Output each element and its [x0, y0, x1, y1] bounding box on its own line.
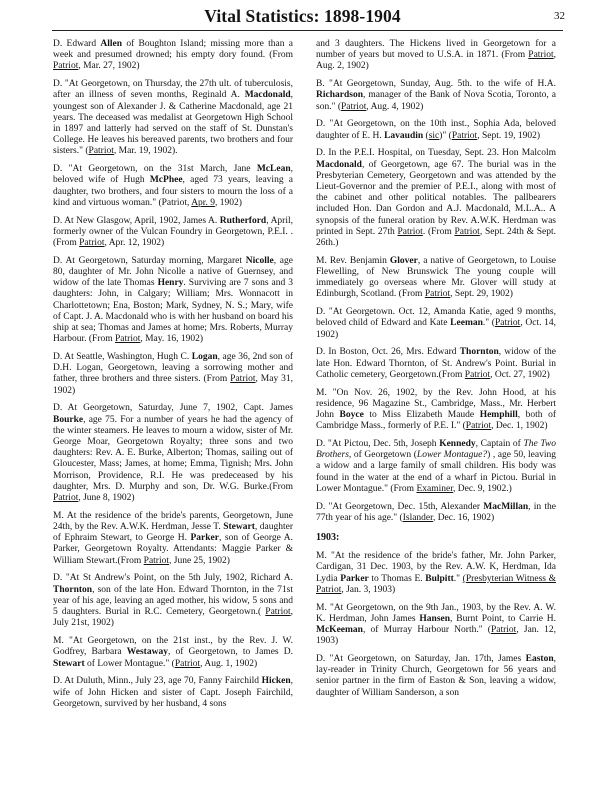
surname: Henry	[157, 278, 184, 289]
entry-text: , May. 16, 1902)	[140, 334, 204, 345]
surname: Glover	[389, 255, 418, 266]
entry-text: , Sept. 24th & Sept. 26th.)	[316, 226, 556, 249]
record-entry	[316, 119, 556, 141]
record-entry	[316, 39, 556, 73]
record-entry	[53, 352, 293, 397]
surname: Hemphill	[479, 410, 518, 421]
record-entry	[316, 307, 556, 341]
entry-text: . Surviving are 7 sons and 3 daughters: John, in Calgary; William; Mrs. Wonnacott in Charlottetown; Ena, Boston; Mark, Sydney, N. S.; Mary, wife of Capt. J. A. Macdonald who is with her husband on board his ship at sea; Thomas and James at home; Mrs. Roberts, Murray Harbour. (From	[53, 278, 293, 345]
surname: McPhee	[149, 175, 183, 186]
source-name: Patriot	[53, 61, 79, 72]
surname: Bourke	[53, 414, 84, 425]
entry-text: , Captain of	[475, 439, 524, 450]
entry-text: , a native of Georgetown, to Louise Flewelling, of New Brunswick The young couple will immediately go overseas where Mr. Glover will study at Edinburgh, Scotland. (From	[316, 255, 556, 300]
entry-text: , age 75. For a number of years he had the agency of the winter steamers. He leaves to mourn a widow, sister of Mr. George Moar, Georgetown Royalty; three sons and two daughters: Rev. A. E. Burke, Alberton; Thomas, sailing out of Gloucester, Mass; James, at home; Emma, Tignish; Mrs. John Morrison, Providence, R.I. He was predeceased by his daughter, Mrs. D. Murphy and son, Dr. W.G. Burke.(From	[53, 414, 293, 492]
entry-text: )" (	[439, 130, 452, 141]
entry-text: D. At New Glasgow, April, 1902, James A.	[53, 215, 220, 226]
entry-text: D. At Georgetown, Saturday, June 7, 1902, Capt. James	[53, 403, 293, 414]
record-entry	[53, 79, 293, 157]
entry-text: M. "At Georgetown, on the 9th Jan., 1903, by the Rev. A. W. K. Herdman, John James	[316, 602, 556, 624]
entry-text: D. "At St Andrew's Point, on the 5th July, 1902, Richard A.	[53, 573, 293, 584]
entry-text: , of Georgetown (	[348, 450, 417, 461]
header-rule	[52, 30, 563, 31]
record-entry	[316, 79, 556, 113]
record-entry	[316, 603, 556, 648]
entry-text: D. At Georgetown, Saturday morning, Margaret	[53, 255, 246, 266]
surname: Hicken	[261, 676, 291, 687]
entry-text: D. "At Georgetown, Dec. 15th, Alexander	[316, 501, 484, 512]
source-name: Patriot	[53, 493, 79, 504]
entry-text: of Boughton Island; missing more than a week and presumed drowned; his empty dory found. (From	[53, 39, 293, 61]
surname: Logan	[191, 352, 218, 363]
entry-text: , wife of John Hicken and sister of Capt. Joseph Fairchild, Georgetown, survived by her husband, 4 sons	[53, 676, 293, 709]
entry-text: , in the 77th year of his age." (	[316, 501, 556, 523]
entry-text: , of Georgetown, to James D.	[167, 647, 293, 658]
source-name: Patriot	[528, 50, 554, 61]
surname: Kennedy	[439, 439, 476, 450]
entry-text: D. At Duluth, Minn., July 23, age 70, Fanny Fairchild	[53, 676, 262, 687]
record-entry	[316, 256, 556, 301]
record-entry	[316, 502, 556, 524]
entry-text: , Jan. 3, 1903)	[341, 584, 396, 595]
surname: McLean	[256, 164, 291, 175]
record-entry	[53, 573, 293, 629]
record-entry	[53, 511, 293, 567]
surname: Macdonald	[316, 159, 362, 170]
source-name: Patriot	[397, 226, 423, 237]
source-name: Patriot	[230, 374, 256, 385]
source-name: Patriot	[174, 658, 201, 669]
surname: McKeeman	[316, 625, 363, 636]
source-name: Islander	[402, 512, 433, 523]
source-name: Patriot	[88, 146, 114, 157]
record-entry	[53, 164, 293, 209]
entry-text: M. "At Georgetown, on the 21st inst., by the Rev. J. W. Godfrey, Barbara	[53, 636, 293, 658]
source-name: Patriot	[341, 101, 367, 112]
entry-text: D. "At Georgetown, on the 10th inst., Sophia Ada, beloved daughter of E. H.	[316, 119, 556, 141]
entry-text: , Sept. 19, 1902)	[477, 130, 541, 141]
record-entry	[53, 216, 293, 250]
year-heading: 1903:	[316, 532, 340, 544]
surname: Boyce	[339, 410, 364, 421]
source-name: sic	[428, 130, 440, 141]
entry-text: D. At Seattle, Washington, Hugh C.	[53, 352, 192, 363]
record-entry	[316, 148, 556, 249]
left-column	[53, 39, 293, 800]
source-name: Patriot	[115, 334, 141, 345]
record-entry	[316, 439, 556, 495]
entry-text: , widow of the late Hon. Edward Thornton, of St. Andrew's Point. Burial in Catholic cemetery, Georgetown.(From	[316, 347, 556, 380]
entry-text: , Oct. 27, 1902)	[490, 369, 550, 380]
entry-text: , age 80, daughter of Mr. John Nicolle a native of Guernsey, and widow of the late Thomas	[53, 255, 293, 289]
entry-text: , manager of the Bank of Nova Scotia, Toronto, a son." (	[316, 90, 556, 112]
entry-text: , Mar. 27, 1902)	[78, 61, 140, 72]
record-entry	[316, 388, 556, 433]
entry-text: M. "At the residence of the bride's father, Mr. John Parker, Cardigan, 31 Dec. 1903, by the Rev. A.W. K, Herdman, Ida Lydia	[316, 551, 556, 584]
record-entry	[316, 551, 556, 596]
entry-text: , July 21st, 1902)	[53, 607, 293, 629]
entry-text: , age 36, 2nd son of D.H. Logan, Georgetown, leaving a sorrowing mother and father, three brothers and three sisters. (From	[53, 352, 293, 385]
surname: Thornton	[459, 347, 499, 358]
entry-text: of Lower Montague." (	[84, 658, 175, 669]
source-name: Patriot	[424, 289, 451, 300]
source-name: Patriot	[79, 238, 105, 249]
entry-text: to Miss Elizabeth Maude	[363, 410, 480, 421]
entry-text: D. "At Georgetown, on Saturday, Jan. 17th, James	[316, 654, 526, 665]
entry-text: , Oct. 14, 1902)	[316, 318, 556, 340]
entry-text: D. "At Georgetown. Oct. 12, Amanda Katie, aged 9 months, beloved child of Edward and Kate	[316, 307, 556, 329]
entry-text: , June 8, 1902)	[78, 493, 135, 504]
source-name: Patriot	[143, 555, 169, 566]
entry-text: , 1902)	[214, 197, 242, 208]
entry-text: M. At the residence of the bride's parents, Georgetown, June 24th, by the Rev. A.W.K. Herdman, Jesse T.	[53, 510, 293, 533]
entry-text: , Dec. 9, 1902.)	[453, 483, 512, 494]
record-entry	[53, 403, 293, 504]
entry-text: . (From	[422, 226, 455, 237]
surname: Rutherford	[219, 215, 267, 226]
source-name: Examiner	[416, 483, 454, 494]
surname: Westaway	[126, 647, 168, 658]
entry-text: , Apr. 12, 1902)	[104, 238, 165, 249]
entry-text: , April, formerly owner of the Vulcan Foundry in Georgetown, P.E.I. . (From	[53, 215, 293, 249]
entry-text: , beloved wife of Hugh	[53, 164, 293, 186]
entry-text: , Aug. 4, 1902)	[366, 101, 424, 112]
source-name: Patriot	[464, 369, 491, 380]
entry-text: (	[423, 130, 429, 141]
entry-text: , of Murray Harbour North." (	[362, 625, 491, 636]
entry-text: , lay-reader in Trinity Church, Georgetown for 56 years and senior partner in the firm of Easton & Son, leaving a widow, daughter of William Sanderson, a son	[316, 654, 556, 698]
entry-text: , son of George A. Parker, Georgetown Royalty. Attendants: Maggie Parker & William Stewart.(From	[53, 533, 293, 566]
entry-text: , Sept. 29, 1902)	[450, 289, 513, 300]
surname: Allen	[100, 39, 123, 49]
surname: Richardson	[316, 90, 363, 101]
entry-text: ) , age 50, leaving a widow and a large family of small children. His body was found in the water at the end of a wharf in Pictou. Burial in Lower Montague." (From	[316, 450, 556, 494]
entry-text: , June 25, 1902)	[169, 555, 230, 566]
entry-text: D. "At Pictou, Dec. 5th, Joseph	[316, 439, 440, 450]
source-name: Patriot	[494, 318, 521, 329]
entry-text: , daughter of Ephraim Stewart, to George H.	[53, 522, 293, 544]
entry-text: , son of the late Hon. Edward Thornton, in the 71st year of his age, leaving an aged mother, his widow, 5 sons and 5 daughters. Burial in R.C. Cemetery, Georgetown.(	[53, 584, 293, 618]
source-name: Patriot	[454, 226, 480, 237]
entry-text: D. Edward	[53, 39, 101, 49]
entry-text: D. In Boston, Oct. 26, Mrs. Edward	[316, 347, 460, 358]
right-column	[316, 39, 556, 800]
source-name: Patriot	[265, 607, 291, 618]
entry-text: , youngest son of Alexander J. & Catherine Macdonald, age 21 years. The deceased was medalist at Georgetown High School in 1897 and latterly had served on the staff of St. Dunstan's College. He leaves his bereaved parents, two brothers and four sisters." (	[53, 90, 293, 157]
entry-text: , Dec. 16, 1902)	[432, 512, 495, 523]
record-entry	[53, 39, 293, 73]
entry-text: B. "At Georgetown, Sunday, Aug. 5th. to the wife of H.A.	[316, 79, 556, 90]
entry-text: D. "At Georgetown, on the 31st March, Jane	[53, 164, 257, 175]
entry-text: and 3 daughters. The Hickens lived in Georgetown for a number of years but moved to U.S.A. in 1871. (From	[316, 39, 556, 61]
source-name: Patriot	[465, 421, 492, 432]
entry-text: M. "On Nov. 26, 1902, by the Rev. John Hood, at his residence, 96 Magazine St., Cambridge, Mass., Mr. Herbert John	[316, 387, 556, 421]
entry-text: , Aug. 2, 1902)	[316, 50, 556, 72]
source-name: Patriot	[451, 130, 478, 141]
page-title: Vital Statistics: 1898-1904	[204, 6, 401, 26]
entry-text: , May 31, 1902)	[53, 374, 293, 396]
page-number: 32	[554, 10, 565, 22]
surname: Parker	[340, 573, 369, 584]
entry-text: , both of Cambridge Mass., formerly of P.E. I." (	[316, 410, 556, 432]
record-entry	[53, 636, 293, 670]
source-name: Patriot	[490, 625, 517, 636]
entry-text: , Aug. 1, 1902)	[200, 658, 258, 669]
surname: Stewart	[53, 658, 85, 669]
record-entry	[316, 654, 556, 699]
entry-text: D. "At Georgetown, on Thursday, the 27th ult. of tuberculosis, after an illness of seven months, Reginald A.	[53, 79, 293, 101]
record-entry	[53, 256, 293, 346]
surname: Nicolle	[245, 255, 274, 266]
source-name: Apr. 9	[191, 197, 215, 208]
entry-text: , of Georgetown, age 67. The burial was in the Presbyterian Cemetery, Georgetown and was attended by the Lieut-Governor and the premier of P.E.I., along with most of the cabinet and other political notables. The pallbearers included Hon. Dan Gordon and A.J. Macdonald, M.L.A.. A synopsis of the funeral oration by Rev. A.W.K. Herdman was printed in Sept. 27th	[316, 159, 556, 237]
surname: Macdonald	[244, 90, 291, 101]
entry-text: to Thomas E.	[368, 573, 426, 584]
page-header	[40, 6, 565, 32]
italic-text: Lower Montague?	[416, 450, 488, 461]
record-entry	[53, 676, 293, 710]
surname: Easton	[525, 654, 554, 665]
surname: Thornton	[53, 584, 93, 595]
entry-text: , Mar. 19, 1902).	[113, 146, 178, 157]
italic-text: The Two Brothers	[316, 439, 556, 461]
entry-text: D. In the P.E.I. Hospital, on Tuesday, Sept. 23. Hon Malcolm	[316, 148, 556, 159]
entry-text: ."	[453, 573, 463, 584]
entry-text: , Jan. 12, 1903)	[316, 625, 556, 647]
entry-text: ." (	[482, 318, 495, 329]
surname: Lavaudin	[384, 130, 424, 141]
record-entry	[316, 347, 556, 381]
source-name: (Presbyterian Witness & Patriot	[316, 573, 556, 595]
entry-text: M. Rev. Benjamin	[316, 255, 390, 266]
entry-text: , aged 73 years, leaving a daughter, two brothers, and four sisters to mourn the loss of a kind and virtuous woman." (Patriot,	[53, 175, 293, 208]
surname: Bulpitt	[425, 573, 454, 584]
surname: Parker	[190, 533, 219, 544]
entry-text: , Burnt Point, to Carrie H.	[450, 613, 556, 624]
surname: Hansen	[419, 613, 451, 624]
surname: MacMillan	[483, 501, 529, 512]
surname: Leeman	[450, 318, 483, 329]
entry-text: , Dec. 1, 1902)	[491, 421, 548, 432]
surname: Stewart	[223, 522, 255, 533]
